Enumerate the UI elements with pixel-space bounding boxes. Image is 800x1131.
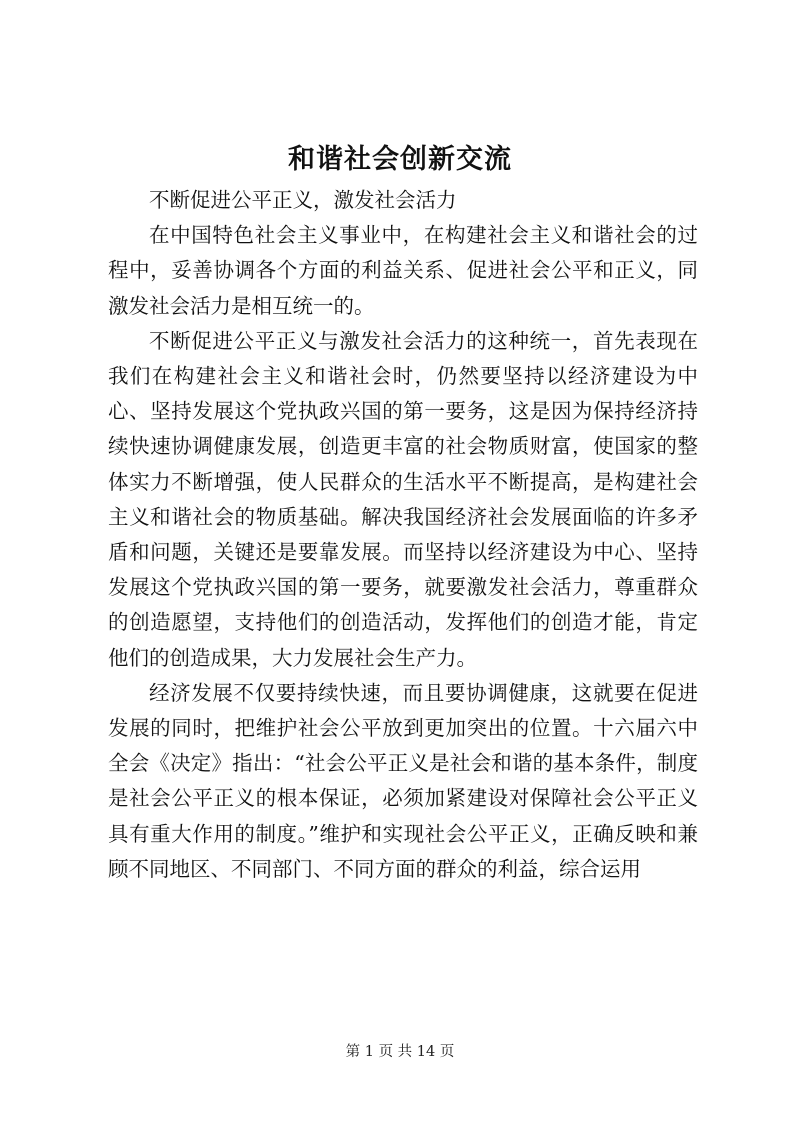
paragraph-3: 经济发展不仅要持续快速，而且要协调健康，这就要在促进发展的同时，把维护社会公平放到更加突出的位置。十六届六中全会《决定》指出：“社会公平正义是社会和谐的基本条件，制度是社会公平正义的根本保证，必须加紧建设对保障社会公平正义具有重大作用的制度。”维护和实现社会公平正义，正确反映和兼顾不同地区、不同部门、不同方面的群众的利益，综合运用 [108, 680, 698, 881]
paragraph-subtitle: 不断促进公平正义，激发社会活力 [149, 188, 457, 212]
paragraph-2: 不断促进公平正义与激发社会活力的这种统一，首先表现在我们在构建社会主义和谐社会时，仍然要坚持以经济建设为中心、坚持发展这个党执政兴国的第一要务，这是因为保持经济持续快速协调健康发展，创造更丰富的社会物质财富，使国家的整体实力不断增强，使人民群众的生活水平不断提高，是构建社会主义和谐社会的物质基础。解决我国经济社会发展面临的许多矛盾和问题，关键还是要靠发展。而坚持以经济建设为中心、坚持发展这个党执政兴国的第一要务，就要激发社会活力，尊重群众的创造愿望，支持他们的创造活动，发挥他们的创造才能，肯定他们的创造成果，大力发展社会生产力。 [108, 328, 698, 670]
paragraph-1: 在中国特色社会主义事业中，在构建社会主义和谐社会的过程中，妥善协调各个方面的利益关系、促进社会公平和正义，同激发社会活力是相互统一的。 [108, 223, 698, 318]
document-title: 和谐社会创新交流 [288, 144, 512, 175]
document-body [108, 183, 698, 887]
page-number-footer: 第 1 页 共 14 页 [345, 1044, 455, 1060]
